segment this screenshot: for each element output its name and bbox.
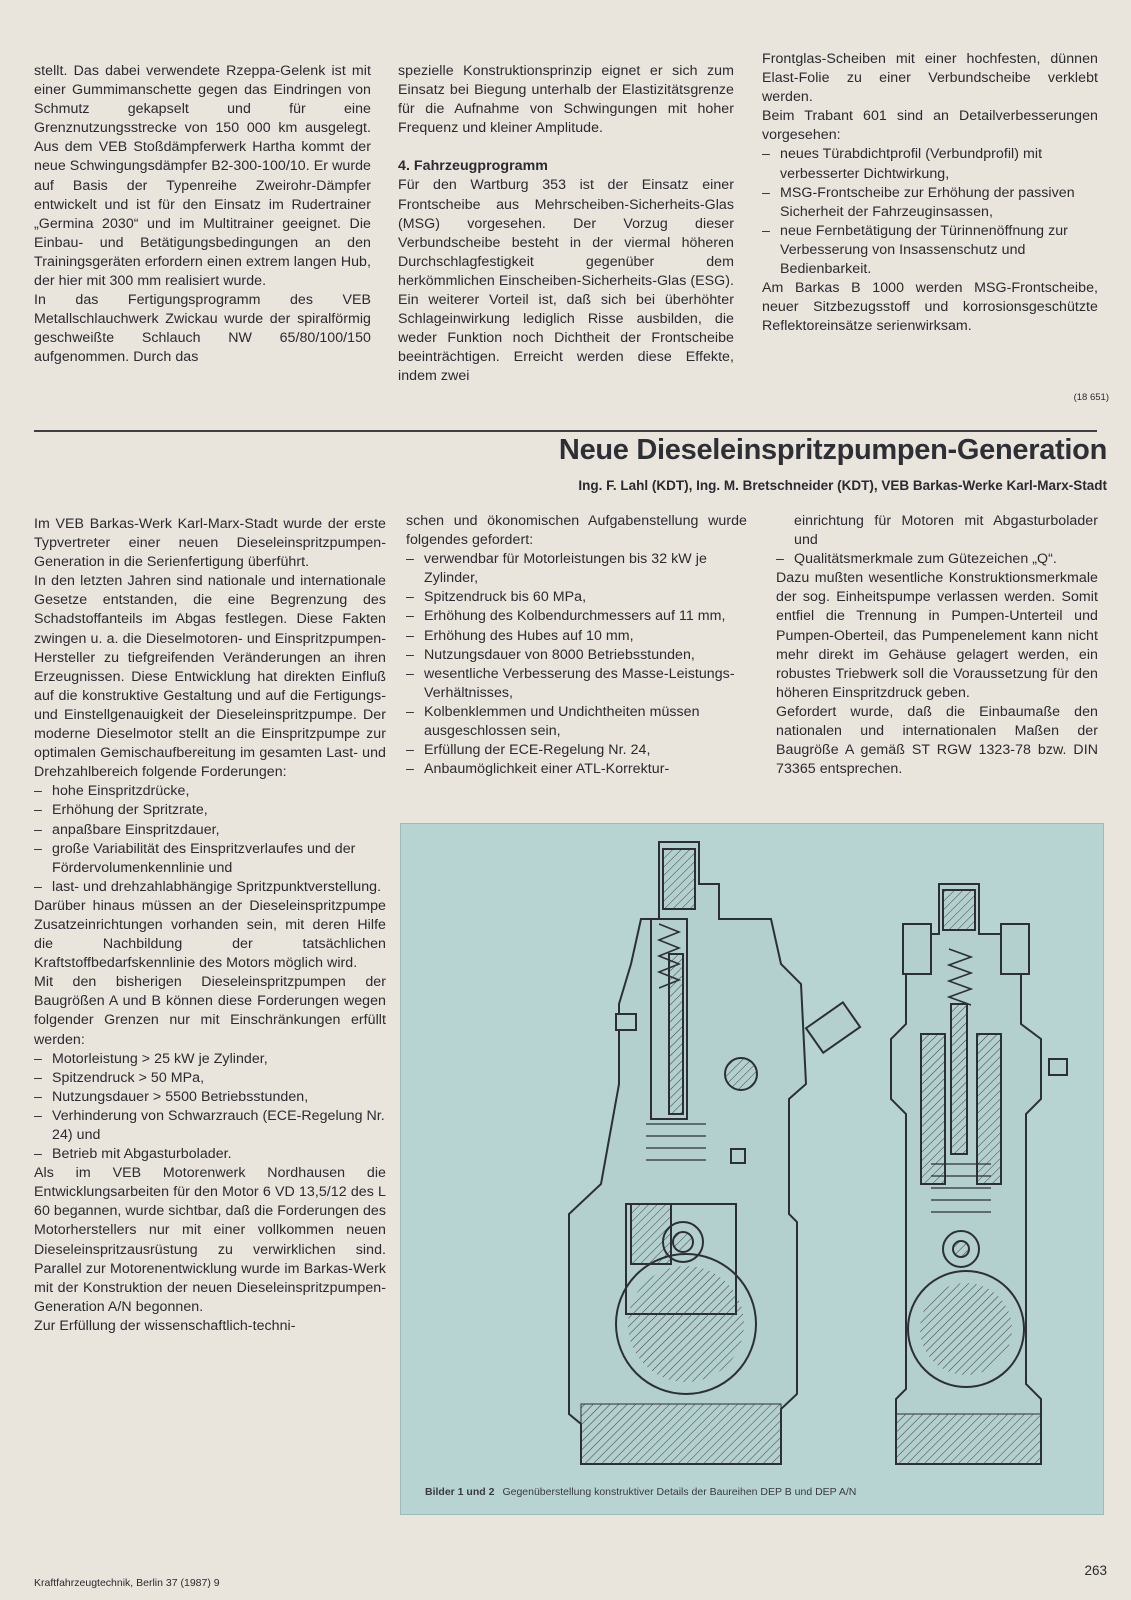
list-item: – Erhöhung des Hubes auf 10 mm, — [406, 627, 747, 646]
list-item: – Erhöhung der Spritzrate, — [34, 801, 386, 820]
pump-drawings — [401, 824, 1103, 1514]
list-item: – Qualitätsmerkmale zum Gütezeichen „Q“. — [776, 550, 1098, 569]
page-number: 263 — [1084, 1563, 1107, 1578]
paragraph: Zur Erfüllung der wissenschaftlich-techni- — [34, 1317, 296, 1334]
article-authors: Ing. F. Lahl (KDT), Ing. M. Bretschneider (KDT), VEB Barkas-Werke Karl-Marx-Stadt — [578, 478, 1107, 493]
list-item: – Spitzendruck > 50 MPa, — [34, 1069, 386, 1088]
figure-caption — [425, 1486, 856, 1498]
paragraph: schen und ökonomischen Aufgabenstellung wurde folgendes gefordert: — [406, 513, 747, 549]
list-item: – Nutzungsdauer > 5500 Betriebsstunden, — [34, 1088, 386, 1107]
list-item: – Erhöhung des Kolbendurchmessers auf 11 mm, — [406, 607, 747, 626]
article-title: Neue Dieseleinspritzpumpen-Generation — [558, 434, 1107, 466]
list-item: – last- und drehzahlabhängige Spritzpunktverstellung. — [34, 878, 386, 897]
list-item: – Motorleistung > 25 kW je Zylinder, — [34, 1050, 386, 1069]
paragraph: Im VEB Barkas-Werk Karl-Marx-Stadt wurde der erste Typvertreter einer neuen Dieseleinspritzpumpen-Generation in die Serienfertigung überführt. — [34, 516, 386, 571]
figure-pump-sections — [400, 823, 1104, 1515]
list-item: – Erfüllung der ECE-Regelung Nr. 24, — [406, 741, 747, 760]
list-item: – MSG-Frontscheibe zur Erhöhung der passiven Sicherheit der Fahrzeuginsassen, — [762, 184, 1098, 222]
journal-footer: Kraftfahrzeugtechnik, Berlin 37 (1987) 9 — [34, 1577, 220, 1589]
list-item: – Spitzendruck bis 60 MPa, — [406, 588, 747, 607]
paragraph: In das Fertigungsprogramm des VEB Metallschlauchwerk Zwickau wurde der spiralförmig geschweißte Schlauch NW 65/80/100/150 aufgenommen. Durch das — [34, 292, 371, 366]
figure-caption-label: Bilder 1 und 2 — [425, 1486, 495, 1498]
paragraph: Gefordert wurde, daß die Einbaumaße den nationalen und internationalen Maßen der Baugröße A gemäß ST RGW 1323-78 bzw. DIN 73365 entsprechen. — [776, 703, 1098, 778]
paragraph: stellt. Das dabei verwendete Rzeppa-Gelenk ist mit einer Gummimanschette gegen das Eindringen von Schmutz gekapselt und für eine Grenznutzungsstrecke von 150 000 km ausgelegt. Aus dem VEB Stoßdämpferwerk Hartha kommt der neue Schwingungsdämpfer B2-300-100/10. Er wurde auf Basis der Typenreihe Zweirohr-Dämpfer entwickelt und ist für den Einsatz im Rudertrainer „Germina 2030“ und im Multitrainer geeignet. Die Einbau- und Betätigungsbedingungen an den Trainingsgeräten erfordern einen extrem langen Hub, der hier mit 300 mm realisiert wurde. — [34, 63, 371, 290]
article-column-1 — [34, 515, 386, 1336]
top-column-1 — [34, 62, 371, 368]
pump-drawing-dep-b — [569, 842, 860, 1464]
specification-list — [406, 550, 747, 779]
improvement-list — [762, 145, 1098, 279]
list-item: – Verhinderung von Schwarzrauch (ECE-Regelung Nr. 24) und — [34, 1107, 386, 1145]
paragraph: Beim Trabant 601 sind an Detailverbesserungen vorgesehen: — [762, 108, 1098, 144]
paragraph: Mit den bisherigen Dieseleinspritzpumpen der Baugrößen A und B können diese Forderungen wegen folgender Grenzen nur mit Einschränkungen erfüllt werden: — [34, 974, 386, 1048]
list-item: – neue Fernbetätigung der Türinnenöffnung zur Verbesserung von Insassenschutz und Bedienbarkeit. — [762, 222, 1098, 279]
list-item: – Anbaumöglichkeit einer ATL-Korrektur- — [406, 760, 747, 779]
list-item: – verwendbar für Motorleistungen bis 32 kW je Zylinder, — [406, 550, 747, 588]
list-item: – hohe Einspritzdrücke, — [34, 782, 386, 801]
list-item: – große Variabilität des Einspritzverlaufes und der Fördervolumenkennlinie und — [34, 840, 386, 878]
limits-list — [34, 1050, 386, 1165]
paragraph: spezielle Konstruktionsprinzip eignet er sich zum Einsatz bei Biegung unterhalb der Elastizitätsgrenze für die Aufnahme von Schwingungen mit hoher Frequenz und kleiner Amplitude. — [398, 63, 734, 137]
section-divider — [34, 430, 1097, 432]
list-item: – neues Türabdichtprofil (Verbundprofil) mit verbesserter Dichtwirkung, — [762, 145, 1098, 183]
article-column-2 — [406, 512, 747, 779]
paragraph: einrichtung für Motoren mit Abgasturbolader und — [794, 513, 1098, 549]
paragraph: Darüber hinaus müssen an der Dieseleinspritzpumpe Zusatzeinrichtungen vorhanden sein, mit deren Hilfe die Nachbildung der tatsächlichen Kraftstoffbedarfskennlinie des Motors möglich wird. — [34, 897, 386, 972]
article-column-3 — [776, 512, 1098, 779]
specification-list-continued — [776, 550, 1098, 569]
requirements-list — [34, 782, 386, 897]
list-item: – Nutzungsdauer von 8000 Betriebsstunden, — [406, 646, 747, 665]
pump-drawing-dep-an — [891, 884, 1067, 1464]
top-column-3 — [762, 50, 1098, 336]
paragraph: Dazu mußten wesentliche Konstruktionsmerkmale der sog. Einheitspumpe verlassen werden. Somit entfiel die Trennung in Pumpen-Unterteil und Pumpen-Oberteil, das Pumpenelement kann nicht mehr direkt im Gehäuse gelagert werden, ein robustes Triebwerk soll die Voraussetzung für den höheren Einspritzdruck geben. — [776, 570, 1098, 701]
figure-caption-text: Gegenüberstellung konstruktiver Details der Baureihen DEP B und DEP A/N — [502, 1486, 857, 1498]
list-item: – wesentliche Verbesserung des Masse-Leistungs-Verhältnisses, — [406, 665, 747, 703]
top-column-2 — [398, 62, 734, 387]
paragraph: Am Barkas B 1000 werden MSG-Frontscheibe, neuer Sitzbezugsstoff und korrosionsgeschützte Reflektoreinsätze serienwirksam. — [762, 280, 1098, 335]
paragraph: Frontglas-Scheiben mit einer hochfesten, dünnen Elast-Folie zu einer Verbundscheibe verklebt werden. — [762, 51, 1098, 106]
paragraph: Für den Wartburg 353 ist der Einsatz einer Frontscheibe aus Mehrscheiben-Sicherheits-Glas (MSG) vorgesehen. Der Vorzug dieser Verbundscheibe besteht in der viermal höheren Durchschlagfestigkeit gegenüber dem herkömmlichen Einscheiben-Sicherheits-Glas (ESG). Ein weiterer Vorteil ist, daß sich bei überhöhter Schlageinwirkung lediglich Risse ausbilden, die weder Funktion noch Dichtheit der Frontscheibe beeinträchtigen. Erreicht werden diese Effekte, indem zwei — [398, 177, 734, 385]
paragraph: In den letzten Jahren sind nationale und internationale Gesetze entstanden, die eine Begrenzung des Schadstoffanteils im Abgas festlegen. Diese Fakten zwingen u. a. die Dieselmotoren- und Einspritzpumpen-Hersteller zu tiefgreifenden Veränderungen an ihren Erzeugnissen. Diese Entwicklung hat direkten Einfluß auf die konstruktive Gestaltung und auf die Fertigungs- und Einstellgenauigkeit der Dieseleinspritzpumpe. Der moderne Dieselmotor stellt an die Einspritzpumpe zur optimalen Gemischaufbereitung im gesamten Last- und Drehzahlbereich folgende Forderungen: — [34, 573, 386, 781]
paragraph: Als im VEB Motorenwerk Nordhausen die Entwicklungsarbeiten für den Motor 6 VD 13,5/12 des L 60 begannen, wurde sichtbar, daß die Forderungen des Motorherstellers nur mit einer vollkommen neuen Dieseleinspritzausrüstung zu verwirklichen sind. Parallel zur Motorenentwicklung wurde im Barkas-Werk mit der Konstruktion der neuen Dieseleinspritzpumpen-Generation A/N begonnen. — [34, 1165, 387, 1315]
list-item: – anpaßbare Einspritzdauer, — [34, 821, 386, 840]
list-item: – Betrieb mit Abgasturbolader. — [34, 1145, 386, 1164]
section-heading: 4. Fahrzeugprogramm — [398, 158, 548, 175]
reference-number: (18 651) — [1073, 392, 1109, 403]
list-item: – Kolbenklemmen und Undichtheiten müssen ausgeschlossen sein, — [406, 703, 747, 741]
